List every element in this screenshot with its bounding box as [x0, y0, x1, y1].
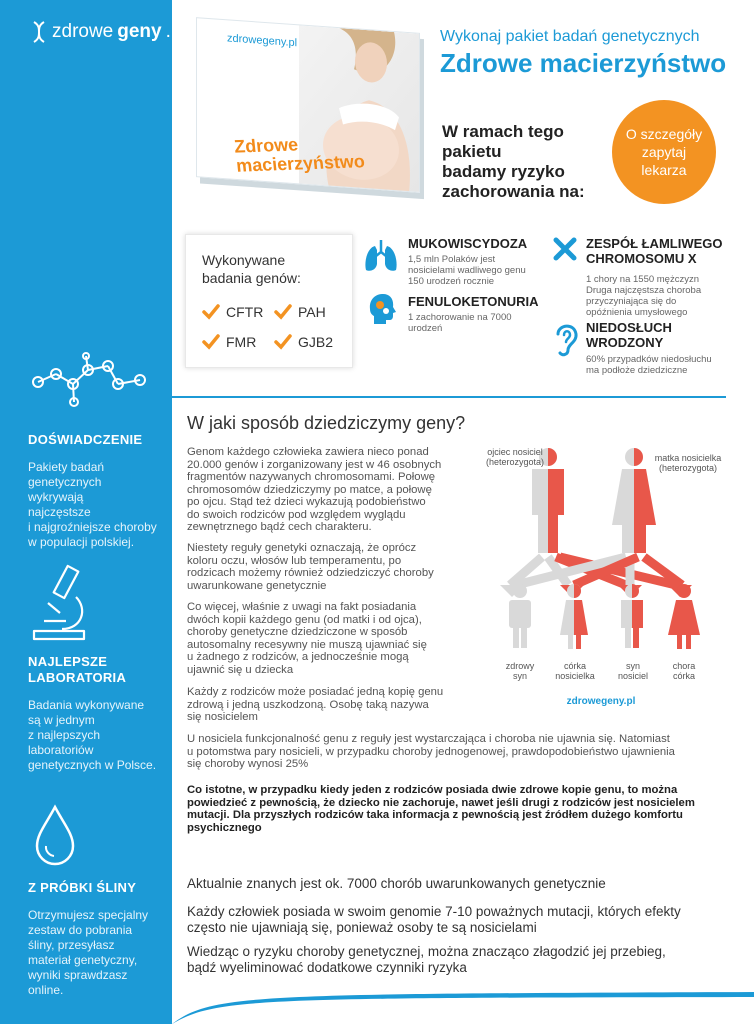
fact-risk: Wiedząc o ryzyku choroby genetycznej, można znacząco złagodzić jej przebieg, bądź wyeliminować dodatkowe czynniki ryzyka	[187, 944, 666, 975]
child-carrier-son	[621, 584, 643, 648]
molecule-icon	[28, 352, 148, 412]
ear-icon	[552, 320, 580, 358]
disease-name: MUKOWISCYDOZA	[408, 236, 528, 251]
paragraph-bold: Co istotne, w przypadku kiedy jeden z rodziców posiada dwie zdrowe kopie genu, to można powiedzieć z pewnością, że dziecko nie zachoruje, nawet jeśli drugi z rodziców jest nosicielem mutacji. Dla przyszłych rodziców taka informacja z pewnością jest źródłem dużego komfortu psychicznego	[187, 784, 695, 834]
child-sick-daughter	[668, 584, 700, 649]
sidebar-section-experience	[28, 432, 158, 550]
inheritance-arrows	[500, 557, 692, 597]
sidebar-title: DOŚWIADCZENIE	[28, 432, 143, 447]
microscope-icon	[30, 563, 90, 645]
sidebar-title: NAJLEPSZE LABORATORIA	[28, 654, 127, 685]
intro-text: W ramach tego pakietu badamy ryzyko zachorowania na:	[442, 122, 585, 201]
box-title: Zdrowe macierzyństwo	[233, 134, 366, 176]
x-icon	[552, 236, 578, 262]
brain-gears-icon	[366, 292, 400, 328]
gene-item: CFTR	[202, 303, 263, 321]
child-carrier-daughter	[560, 584, 588, 649]
sidebar	[0, 0, 186, 1024]
lungs-icon	[362, 238, 400, 274]
product-box-front	[196, 17, 420, 193]
disease-phenylketonuria	[408, 294, 538, 334]
paragraph: Co więcej, właśnie z uwagi na fakt posiadania dwóch kopii każdego genu (od matki i od ojca), choroby genetyczne dziedziczone w sposób autosomalny recesywny nie muszą ujawniać się u żadnego z rodziców, a jednocześnie mogą ujawnić się u dziecka	[187, 601, 427, 676]
genes-title: Wykonywane badania genów:	[202, 252, 301, 286]
sidebar-text: Pakiety badań genetycznych wykrywają najczęstsze i najgroźniejsze choroby w populacji polskiej.	[28, 460, 157, 549]
mother-label: matka nosicielka (heterozygota)	[654, 453, 722, 473]
sidebar-text: Otrzymujesz specjalny zestaw do pobrania śliny, przesyłasz materiał genetyczny, wyniki sprawdzasz online.	[28, 908, 149, 997]
sidebar-title: Z PRÓBKI ŚLINY	[28, 880, 137, 895]
sidebar-section-saliva	[28, 880, 158, 998]
disease-desc: 1 zachorowanie na 7000 urodzeń	[408, 312, 512, 334]
check-icon	[202, 303, 220, 321]
divider	[172, 396, 726, 398]
fact-known-diseases: Aktualnie znanych jest ok. 7000 chorób uwarunkowanych genetycznie	[187, 876, 606, 891]
logo-suffix: geny	[117, 21, 162, 42]
header-title: Zdrowe macierzyństwo	[440, 48, 727, 78]
dna-icon	[30, 20, 48, 44]
diagram-logo: zdrowegeny.pl	[566, 696, 636, 707]
disease-desc: 1,5 mln Polaków jest nosicielami wadliwego genu 150 urodzeń rocznie	[408, 254, 526, 287]
ask-doctor-badge: O szczegóły zapytaj lekarza	[612, 100, 716, 204]
sidebar-text: Badania wykonywane są w jednym z najlepszych laboratoriów genetycznych w Polsce.	[28, 698, 157, 772]
fact-mutations: Każdy człowiek posiada w swoim genomie 7-10 poważnych mutacji, których efekty często nie ujawniają się, ponieważ osoby te są nosicielami	[187, 904, 681, 935]
disease-desc: 1 chory na 1550 mężczyzn Druga najczęstsza choroba przyczyniająca się do opóźnienia umysłowego	[586, 274, 702, 318]
child-label: córka nosicielka	[555, 661, 595, 681]
paragraph: U nosiciela funkcjonalność genu z reguły jest wystarczająca i choroba nie ujawnia się. Natomiast u potomstwa pary nosicieli, w przypadku choroby jednogenowej, prawdopodobieństwo ujawnienia się choroby wynosi 25%	[187, 733, 675, 770]
genes-card	[185, 234, 353, 368]
product-box	[196, 25, 426, 195]
disease-name: ZESPÓŁ ŁAMLIWEGO CHROMOSOMU X	[586, 236, 723, 266]
section-title: W jaki sposób dziedziczymy geny?	[187, 413, 466, 433]
drop-icon	[34, 804, 76, 866]
inheritance-diagram	[476, 445, 726, 715]
father-label: ojciec nosiciel (heterozygota)	[485, 447, 545, 467]
gene-item: GJB2	[274, 333, 333, 351]
child-label: zdrowy syn	[505, 661, 535, 681]
paragraph: Niestety reguły genetyki oznaczają, że oprócz koloru oczu, włosów lub temperamentu, po rodzicach możemy również odziedziczyć choroby uwarunkowane genetycznie	[187, 542, 434, 592]
disease-name: NIEDOSŁUCH WRODZONY	[586, 320, 672, 350]
gene-item: FMR	[202, 333, 256, 351]
paragraph: Każdy z rodziców może posiadać jedną kopię genu zdrową i jedną uszkodzoną. Osobę taką nazywa się nosicielem	[187, 686, 444, 723]
box-logo: zdrowegeny.pl	[227, 32, 298, 50]
child-label: chora córka	[672, 661, 696, 681]
brand-logo[interactable]	[30, 20, 186, 44]
child-label: syn nosiciel	[617, 661, 648, 681]
footer-wave	[172, 990, 754, 1024]
disease-name: FENULOKETONURIA	[408, 294, 539, 309]
sidebar-section-labs	[28, 654, 158, 773]
check-icon	[274, 333, 292, 351]
gene-item: PAH	[274, 303, 326, 321]
disease-cystic-fibrosis	[408, 236, 527, 287]
disease-desc: 60% przypadków niedosłuchu ma podłoże dziedziczne	[586, 354, 712, 376]
check-icon	[274, 303, 292, 321]
logo-prefix: zdrowe	[52, 21, 114, 42]
header-subtitle: Wykonaj pakiet badań genetycznych	[440, 28, 700, 45]
check-icon	[202, 333, 220, 351]
disease-fragile-x	[586, 236, 723, 318]
disease-hearing-loss	[586, 320, 712, 376]
logo-tld: .pl	[165, 21, 186, 42]
paragraph: Genom każdego człowieka zawiera nieco ponad 20.000 genów i zorganizowany jest w 46 osobnych fragmentów nazywanych chromosomami. Połowę chromosomów dziedziczymy po matce, a połowę po ojcu. Stąd też dzieci wykazują podobieństwo do swoich rodziców pod względem wyglądu zewnętrznego bądź cech charakteru.	[187, 446, 442, 533]
